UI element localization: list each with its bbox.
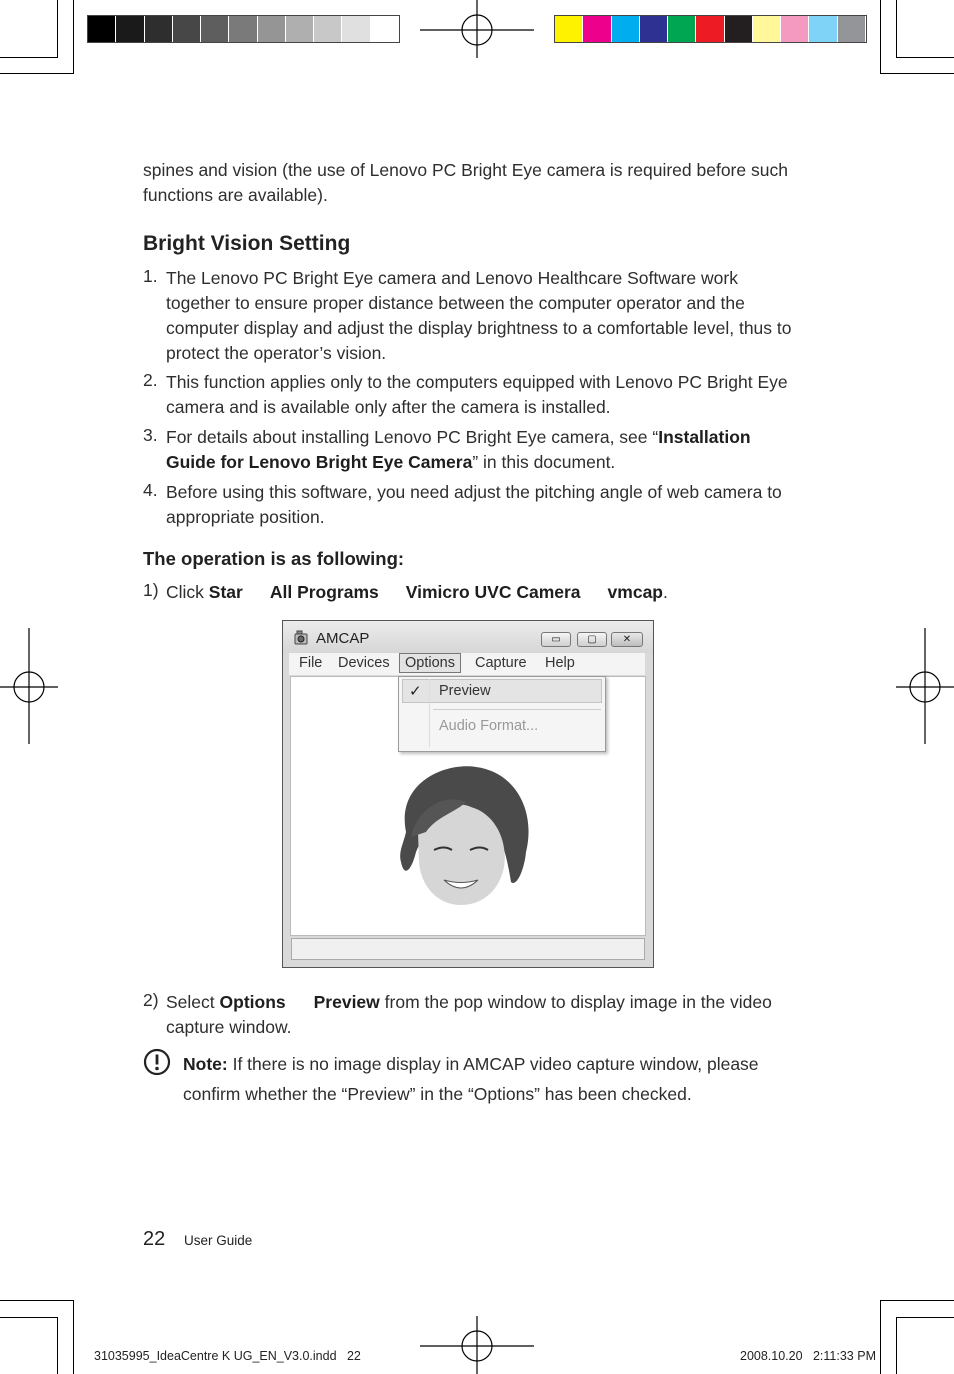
preview-ref: Preview	[313, 992, 380, 1012]
step-text	[166, 580, 786, 605]
vmcap-ref: vmcap	[607, 582, 663, 602]
list-number: 3.	[143, 425, 158, 445]
page-number: 22	[143, 1228, 166, 1250]
maximize-button[interactable]: ▢	[577, 632, 607, 647]
color-swatch	[668, 16, 695, 42]
list-number: 4.	[143, 480, 158, 500]
menu-item-preview[interactable]: Preview	[439, 683, 491, 699]
color-swatch	[201, 16, 228, 42]
menu-help[interactable]: Help	[545, 655, 575, 671]
color-swatch	[612, 16, 639, 42]
amcap-titlebar	[283, 621, 653, 653]
registration-mark-right	[896, 628, 954, 746]
color-swatch	[371, 16, 398, 42]
period: .	[663, 582, 668, 602]
check-icon: ✓	[409, 683, 422, 700]
footer-guide-label: User Guide	[184, 1233, 253, 1248]
menu-capture[interactable]: Capture	[475, 655, 527, 671]
list-item: The Lenovo PC Bright Eye camera and Lenovo Healthcare Software work together to ensure proper distance between the computer operator and the computer display and adjust the display brightness to a comfortable level, thus to protect the operator’s vision.	[166, 268, 792, 363]
menu-item-audio-format[interactable]: Audio Format...	[439, 718, 539, 734]
step-number: 1)	[143, 580, 159, 600]
color-swatch	[314, 16, 341, 42]
start-menu-ref: Star	[208, 582, 243, 602]
color-swatch	[696, 16, 723, 42]
registration-mark-top	[420, 0, 536, 60]
color-swatch	[781, 16, 808, 42]
menu-options[interactable]: Options	[399, 653, 461, 673]
menu-devices[interactable]: Devices	[338, 655, 390, 671]
camera-app-icon	[293, 629, 311, 647]
note-warning-icon	[143, 1048, 171, 1076]
list-item-text: ” in this document.	[472, 452, 616, 472]
color-swatch	[753, 16, 780, 42]
section-title: Bright Vision Setting	[143, 232, 351, 255]
color-swatch	[725, 16, 752, 42]
color-swatch	[88, 16, 115, 42]
step-text	[166, 990, 796, 1040]
color-swatch	[145, 16, 172, 42]
color-swatch	[173, 16, 200, 42]
color-swatch	[555, 16, 582, 42]
menu-file[interactable]: File	[299, 655, 323, 671]
color-swatch	[258, 16, 285, 42]
minimize-button[interactable]: ▭	[541, 632, 571, 647]
menu-gutter	[429, 679, 430, 747]
color-swatch	[583, 16, 610, 42]
list-number: 1.	[143, 266, 158, 286]
color-swatch	[286, 16, 313, 42]
note-label: Note:	[183, 1054, 228, 1074]
intro-paragraph: spines and vision (the use of Lenovo PC Bright Eye camera is required before such functions are available).	[143, 160, 788, 205]
color-swatch	[116, 16, 143, 42]
amcap-window	[282, 620, 654, 968]
step-description: from the pop window to display image in the video capture window.	[166, 992, 772, 1037]
preview-item-highlight[interactable]	[402, 679, 602, 703]
all-programs-ref: All Programs	[269, 582, 379, 602]
menu-separator	[433, 709, 601, 710]
options-ref: Options	[219, 992, 286, 1012]
note	[183, 1049, 803, 1109]
amcap-title: AMCAP	[316, 630, 370, 647]
slug-filename: 31035995_IdeaCentre K UG_EN_V3.0.indd 22	[94, 1349, 361, 1363]
list-item-text: For details about installing Lenovo PC Bright Eye camera, see “	[166, 427, 659, 447]
installation-guide-reference: Installation Guide for Lenovo Bright Eye Camera	[166, 427, 751, 472]
operation-title: The operation is as following:	[143, 548, 405, 569]
list-item: Before using this software, you need adjust the pitching angle of web camera to appropriate position.	[166, 482, 782, 527]
click-label: Click	[166, 582, 204, 602]
list-item	[166, 425, 796, 475]
vimicro-camera-ref: Vimicro UVC Camera	[405, 582, 581, 602]
select-label: Select	[166, 992, 215, 1012]
amcap-statusbar	[291, 938, 645, 960]
registration-mark-left	[0, 628, 60, 746]
list-number: 2.	[143, 370, 158, 390]
color-swatch	[809, 16, 836, 42]
face-illustration	[386, 762, 536, 912]
color-swatch	[640, 16, 667, 42]
slug-datetime: 2008.10.20 2:11:33 PM	[740, 1349, 876, 1363]
options-dropdown	[398, 676, 606, 752]
amcap-menubar	[289, 653, 645, 675]
color-swatch	[342, 16, 369, 42]
registration-mark-bottom	[420, 1316, 536, 1374]
step-number: 2)	[143, 990, 159, 1010]
color-swatch	[838, 16, 865, 42]
list-item: This function applies only to the computers equipped with Lenovo PC Bright Eye camera and is available only after the camera is installed.	[166, 372, 788, 417]
note-text: If there is no image display in AMCAP video capture window, please confirm whether the “Preview” in the “Options” has been checked.	[183, 1054, 759, 1104]
color-swatch	[229, 16, 256, 42]
close-button[interactable]: ✕	[611, 632, 643, 647]
